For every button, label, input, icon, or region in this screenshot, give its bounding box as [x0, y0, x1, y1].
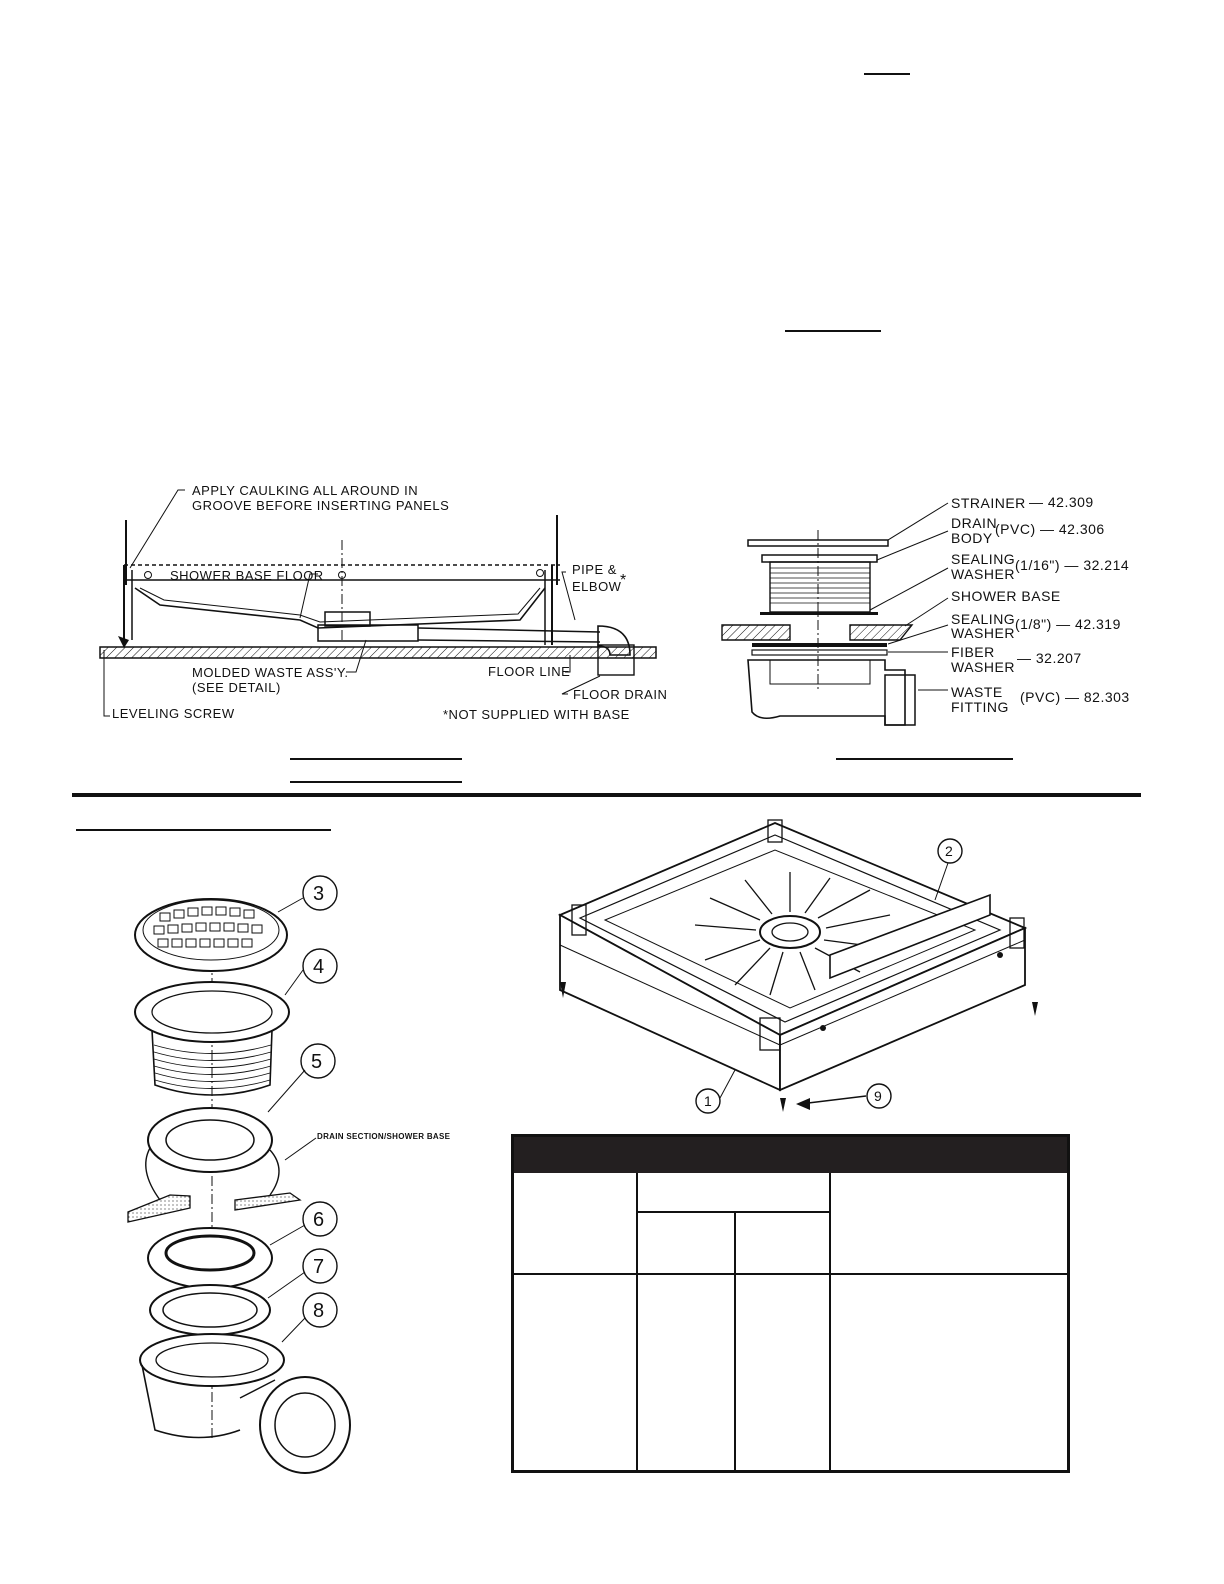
floor-drain-label: FLOOR DRAIN — [573, 687, 668, 702]
drain-body-label-line2: BODY — [951, 530, 993, 546]
asterisk-mark: * — [620, 572, 627, 589]
col-part-no-header — [513, 1173, 638, 1274]
col-qty-b-cell — [735, 1274, 830, 1472]
parts-table-header — [513, 1136, 1069, 1174]
drain-section-label: DRAIN SECTION/SHOWER BASE — [317, 1132, 451, 1141]
pipe-elbow-label-line2: ELBOW — [572, 579, 622, 594]
callout-5: 5 — [311, 1051, 323, 1073]
callout-9: 9 — [874, 1088, 883, 1104]
fiber-washer-spec: — 32.207 — [1017, 650, 1082, 666]
parts-table-body-row — [513, 1274, 1069, 1472]
sealing-washer-1-label-line1: SEALING — [951, 551, 1016, 567]
fiber-washer-label-line2: WASHER — [951, 659, 1015, 675]
parts-table — [511, 1134, 1070, 1473]
callout-2: 2 — [945, 843, 954, 859]
caulk-label-line1: APPLY CAULKING ALL AROUND IN — [192, 483, 419, 498]
col-qty-header — [637, 1173, 830, 1212]
fiber-washer-label-line1: FIBER — [951, 644, 995, 660]
callout-4: 4 — [313, 956, 325, 978]
callout-8: 8 — [313, 1300, 325, 1322]
callout-6: 6 — [313, 1209, 325, 1231]
col-qty-a-cell — [637, 1274, 735, 1472]
col-qty-b-header — [735, 1212, 830, 1274]
leveling-screw-label: LEVELING SCREW — [112, 706, 235, 721]
waste-fitting-label-line1: WASTE — [951, 684, 1003, 700]
sealing-washer-2-label-line2: WASHER — [951, 625, 1015, 641]
callout-3: 3 — [313, 883, 325, 905]
floor-line-label: FLOOR LINE — [488, 664, 571, 679]
callout-1: 1 — [704, 1093, 713, 1109]
col-description-cell — [830, 1274, 1069, 1472]
waste-fitting-spec: (PVC) — 82.303 — [1020, 689, 1130, 705]
col-qty-a-header — [637, 1212, 735, 1274]
waste-fitting-label-line2: FITTING — [951, 699, 1009, 715]
sealing-washer-1-spec: (1/16") — 32.214 — [1015, 557, 1130, 573]
shower-base-label: SHOWER BASE — [951, 588, 1061, 604]
parts-table-subheader-row-1 — [513, 1173, 1069, 1212]
shower-base-floor-label: SHOWER BASE FLOOR — [170, 568, 324, 583]
sealing-washer-2-label-line1: SEALING — [951, 611, 1016, 627]
drain-body-label-line1: DRAIN — [951, 515, 998, 531]
callout-7: 7 — [313, 1256, 325, 1278]
molded-waste-label-line1: MOLDED WASTE ASS'Y. — [192, 665, 349, 680]
drain-body-spec: (PVC) — 42.306 — [995, 521, 1105, 537]
sealing-washer-2-spec: (1/8") — 42.319 — [1015, 616, 1121, 632]
sealing-washer-1-label-line2: WASHER — [951, 566, 1015, 582]
parts-table-header-band — [513, 1136, 1069, 1174]
strainer-label: STRAINER — [951, 495, 1026, 511]
not-supplied-note: *NOT SUPPLIED WITH BASE — [443, 707, 630, 722]
strainer-spec: — 42.309 — [1029, 494, 1094, 510]
molded-waste-label-line2: (SEE DETAIL) — [192, 680, 281, 695]
caulk-label-line2: GROOVE BEFORE INSERTING PANELS — [192, 498, 450, 513]
col-description-header — [830, 1173, 1069, 1274]
col-part-no-cell — [513, 1274, 638, 1472]
pipe-elbow-label-line1: PIPE & — [572, 562, 617, 577]
